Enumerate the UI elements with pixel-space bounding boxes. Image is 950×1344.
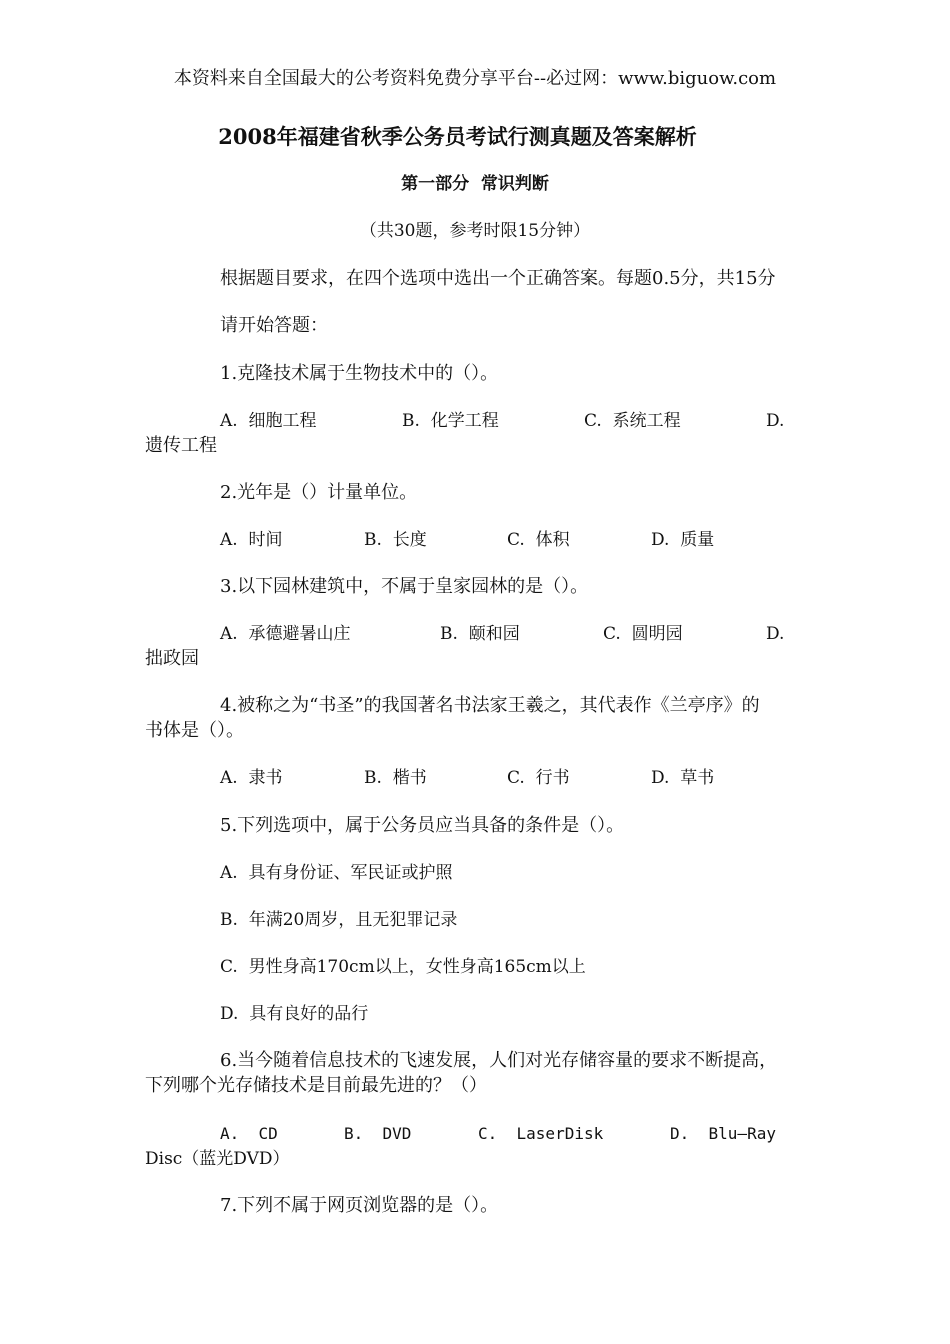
question-2-stem: 2.光年是（）计量单位。 [220,482,418,503]
question-4-stem: 4.被称之为“书圣”的我国著名书法家王羲之，其代表作《兰亭序》的 [220,695,760,716]
question-6-option-d: D. Blu—Ray [670,1124,776,1143]
start-prompt: 请开始答题： [220,315,328,336]
question-2-option-c: C. 体积 [507,530,570,550]
question-5-option-c: C. 男性身高170cm以上，女性身高165cm以上 [220,957,586,977]
question-7-stem: 7.下列不属于网页浏览器的是（）。 [220,1195,499,1216]
source-header-note: 本资料来自全国最大的公考资料免费分享平台--必过网：www.biguow.com [173,68,777,89]
question-6-option-a: A. CD [220,1124,278,1143]
question-2-option-d: D. 质量 [651,530,715,550]
section-title: 第一部分 常识判断 [401,174,549,194]
question-3-option-c: C. 圆明园 [603,624,683,644]
question-1-option-d: D. [766,411,785,431]
question-5-option-a: A. 具有身份证、军民证或护照 [220,863,453,883]
question-4-option-c: C. 行书 [507,768,570,788]
question-6-stem: 6.当今随着信息技术的飞速发展，人们对光存储容量的要求不断提高， [220,1050,778,1071]
question-3-stem: 3.以下园林建筑中，不属于皇家园林的是（）。 [220,576,589,597]
question-1-stem: 1.克隆技术属于生物技术中的（）。 [220,363,499,384]
question-5-option-d: D. 具有良好的品行 [220,1004,369,1024]
question-1-option-a: A. 细胞工程 [220,411,317,431]
question-1-option-d-continuation: 遗传工程 [145,435,217,456]
question-3-option-a: A. 承德避暑山庄 [220,624,351,644]
section-note: （共30题，参考时限15分钟） [359,221,591,241]
question-5-option-b: B. 年满20周岁，且无犯罪记录 [220,910,458,930]
question-6-option-b: B. DVD [344,1124,412,1143]
question-3-option-d: D. [766,624,785,644]
instruction-text: 根据题目要求，在四个选项中选出一个正确答案。每题0.5分，共15分 [220,268,776,289]
question-4-stem-continuation: 书体是（）。 [145,720,244,741]
question-4-option-d: D. 草书 [651,768,715,788]
question-2-option-a: A. 时间 [220,530,283,550]
question-6-option-c: C. LaserDisk [478,1124,604,1143]
document-title: 2008年福建省秋季公务员考试行测真题及答案解析 [218,124,697,149]
question-1-option-b: B. 化学工程 [402,411,499,431]
question-2-option-b: B. 长度 [364,530,427,550]
question-1-option-c: C. 系统工程 [584,411,681,431]
question-6-stem-continuation: 下列哪个光存储技术是目前最先进的？（） [145,1075,487,1096]
question-4-option-a: A. 隶书 [220,768,283,788]
question-5-stem: 5.下列选项中，属于公务员应当具备的条件是（）。 [220,815,625,836]
question-3-option-d-continuation: 拙政园 [145,648,199,669]
question-3-option-b: B. 颐和园 [440,624,520,644]
question-6-option-d-continuation: Disc（蓝光DVD） [145,1149,290,1169]
question-4-option-b: B. 楷书 [364,768,427,788]
